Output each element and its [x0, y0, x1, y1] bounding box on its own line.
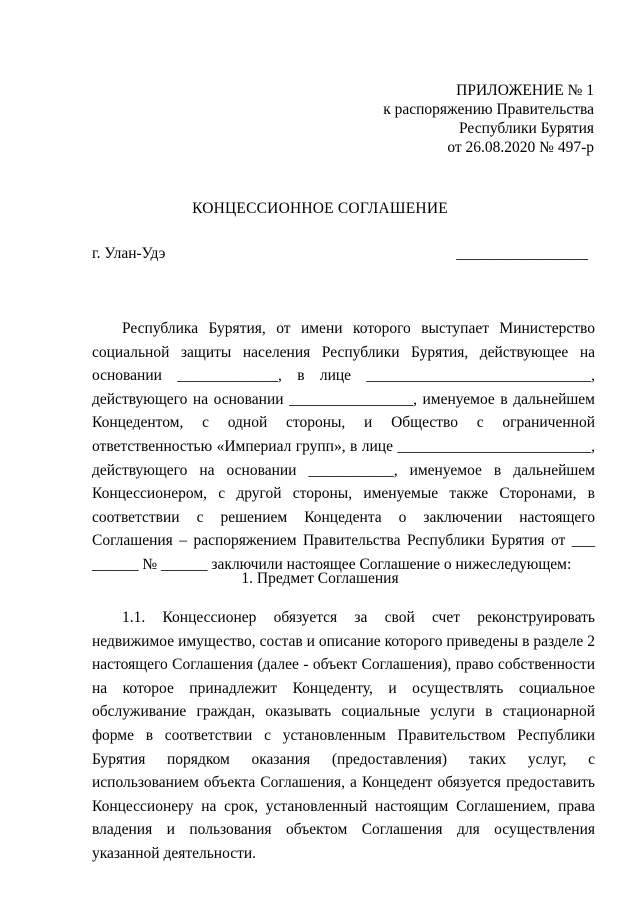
date-blank: _________________ — [456, 245, 588, 262]
appendix-date-number: от 26.08.2020 № 497-р — [447, 139, 594, 156]
preamble-paragraph: Республика Бурятия, от имени которого выступает Министерство социальной защиты населения Республики Бурятия, действующее на основании _____________, в лице _____________________________, действующего на основании ________________, именуемое в дальнейшем Концедентом, с одной стороны, и Общество с ограниченной ответственностью «Империал групп», в лице _________________________, действующего на основании ___________, именуемое в дальнейшем Концессионером, с другой стороны, именуемые также Сторонами, в соответствии с решением Концедента о заключении настоящего Соглашения – распоряжением Правительства Республики Бурятия от ___ ______ № ______ заключили настоящее Соглашение о нижеследующем: — [92, 320, 595, 573]
section-1-heading: 1. Предмет Соглашения — [241, 570, 399, 587]
section-1-paragraph-1: 1.1. Концессионер обязуется за свой счет реконструировать недвижимое имущество, состав и описание которого приведены в разделе 2 настоящего Соглашения (далее - объект Соглашения), право собственности на которое принадлежит Концеденту, и осуществлять социальное обслуживание граждан, оказывать социальные услуги в стационарной форме в соответствии с установленным Правительством Республики Бурятия порядком оказания (предоставления) таких услуг, с использованием объекта Соглашения, а Концедент обязуется предоставить Концессионеру на срок, установленный настоящим Соглашением, права владения и пользования объектом Соглашения для осуществления указанной деятельности. — [92, 609, 595, 862]
appendix-reference: к распоряжению Правительства — [383, 101, 594, 118]
document-title: КОНЦЕССИОННОЕ СОГЛАШЕНИЕ — [192, 200, 448, 217]
place-date-line — [92, 245, 588, 265]
appendix-number: ПРИЛОЖЕНИЕ № 1 — [456, 82, 594, 99]
appendix-issuer: Республики Бурятия — [459, 120, 594, 137]
appendix-block — [383, 81, 594, 157]
city-name: г. Улан-Удэ — [92, 245, 166, 262]
